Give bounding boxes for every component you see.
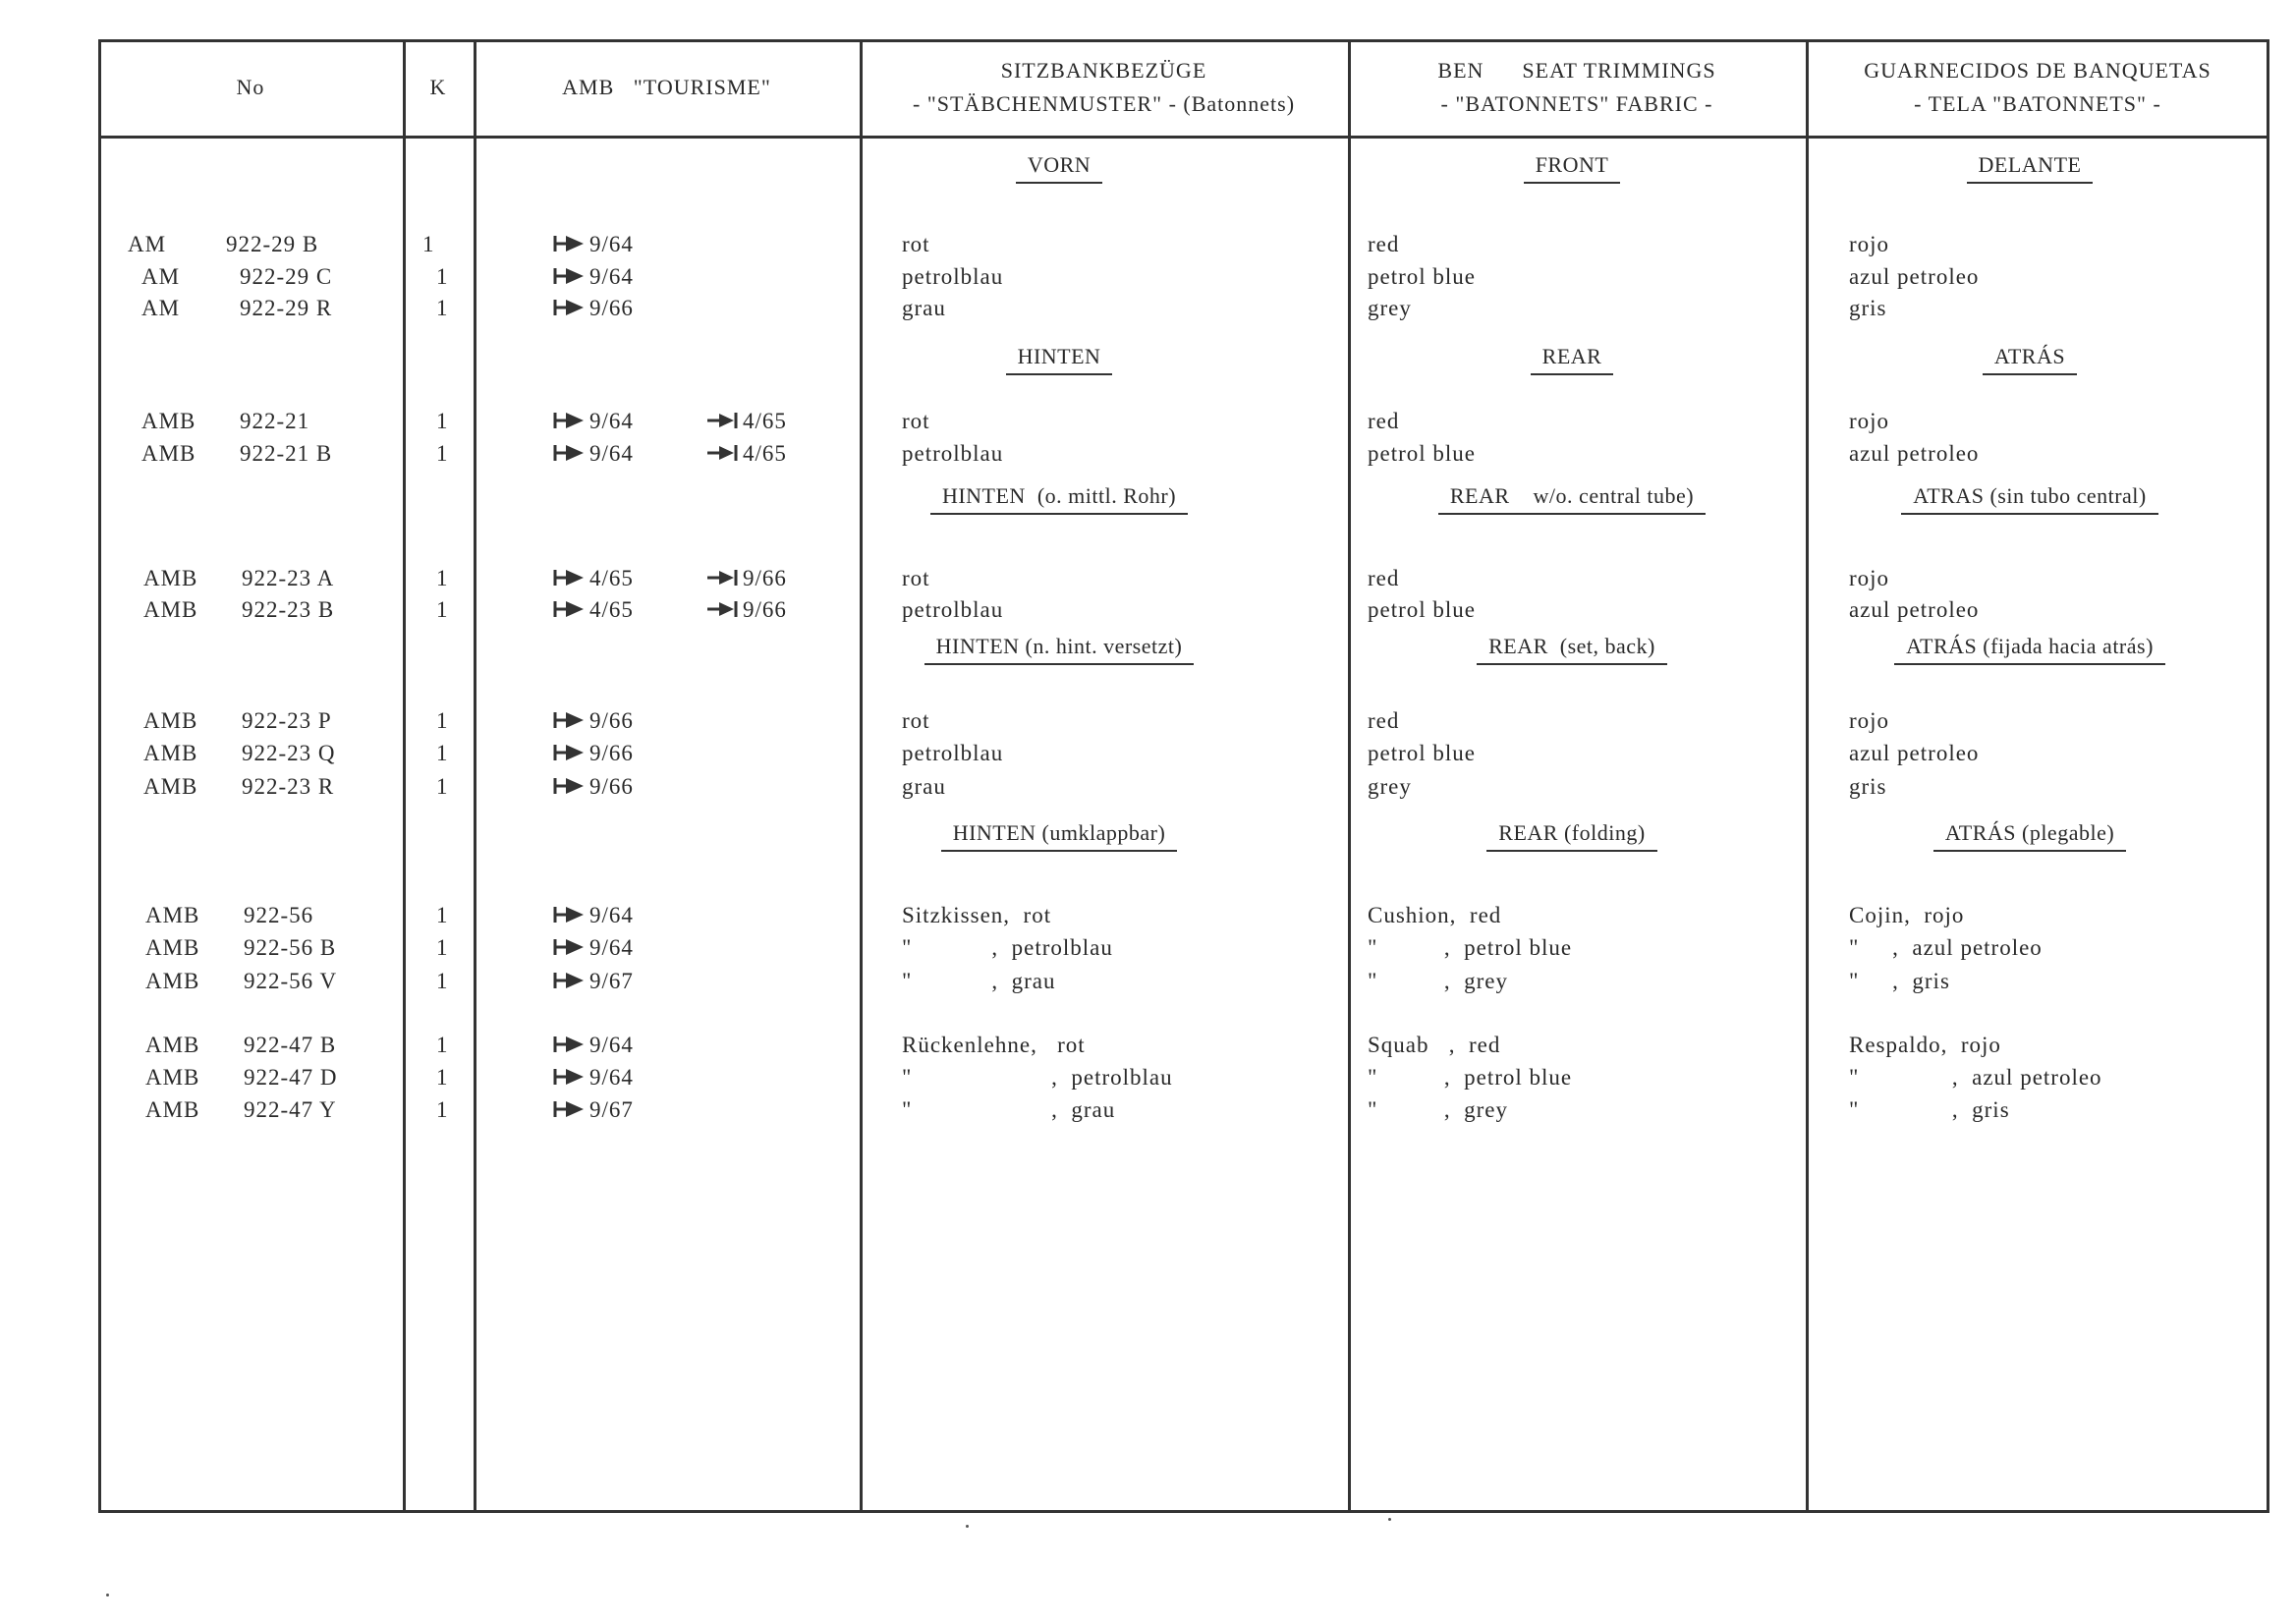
part-prefix: AM bbox=[141, 264, 181, 289]
valid-from-text: 9/64 bbox=[589, 1033, 634, 1057]
section-heading-label: REAR (folding) bbox=[1486, 820, 1656, 852]
quantity: 1 bbox=[436, 441, 449, 466]
part-number: 922-21 bbox=[240, 409, 310, 433]
part-prefix: AMB bbox=[145, 1065, 200, 1090]
section-heading-en bbox=[1326, 820, 1818, 852]
part-number: 922-56 bbox=[244, 903, 314, 927]
section-heading-label: REAR (set, back) bbox=[1477, 634, 1667, 665]
part-prefix: AMB bbox=[141, 441, 196, 466]
part-number: 922-56 V bbox=[244, 969, 338, 993]
header-no: No bbox=[236, 75, 265, 99]
description-german: grau bbox=[902, 296, 946, 320]
column-divider bbox=[1806, 39, 1809, 1513]
table-frame bbox=[98, 39, 2269, 1513]
valid-from bbox=[552, 565, 634, 592]
arrow-start-icon bbox=[552, 904, 588, 925]
header-english: BEN SEAT TRIMMINGS - "BATONNETS" FABRIC - bbox=[1437, 58, 1716, 116]
part-prefix: AMB bbox=[145, 969, 200, 993]
description-german: rot bbox=[902, 232, 930, 256]
description-spanish: rojo bbox=[1849, 708, 1890, 733]
arrow-start-icon bbox=[552, 775, 588, 797]
section-heading-es bbox=[1784, 820, 2275, 852]
part-number: 922-47 B bbox=[244, 1033, 337, 1057]
arrow-start-icon bbox=[552, 742, 588, 763]
section-heading-es bbox=[1784, 152, 2275, 184]
valid-from bbox=[552, 934, 634, 962]
description-german: rot bbox=[902, 409, 930, 433]
section-heading-label: HINTEN bbox=[1006, 344, 1113, 375]
section-heading-es bbox=[1784, 483, 2275, 515]
header-german: SITZBANKBEZÜGE - "STÄBCHENMUSTER" - (Batonnets) bbox=[912, 58, 1296, 116]
arrow-start-icon bbox=[552, 598, 588, 620]
arrow-start-icon bbox=[552, 970, 588, 991]
quantity: 1 bbox=[436, 1065, 449, 1090]
description-spanish: " , gris bbox=[1849, 1097, 2010, 1122]
description-german: petrolblau bbox=[902, 741, 1004, 765]
description-english: grey bbox=[1368, 296, 1412, 320]
description-german: " , grau bbox=[902, 1097, 1116, 1122]
part-number: 922-29 C bbox=[240, 264, 333, 289]
quantity: 1 bbox=[436, 409, 449, 433]
description-spanish: rojo bbox=[1849, 566, 1890, 590]
quantity: 1 bbox=[436, 1033, 449, 1057]
section-heading-en bbox=[1326, 483, 1818, 515]
valid-from bbox=[552, 295, 634, 322]
quantity: 1 bbox=[436, 597, 449, 622]
description-spanish: azul petroleo bbox=[1849, 741, 1980, 765]
arrow-end-icon bbox=[705, 598, 741, 620]
description-german: " , petrolblau bbox=[902, 935, 1113, 960]
part-prefix: AMB bbox=[141, 409, 196, 433]
valid-from-text: 9/66 bbox=[589, 741, 634, 765]
part-number: 922-56 B bbox=[244, 935, 337, 960]
description-german: " , grau bbox=[902, 969, 1056, 993]
description-english: " , grey bbox=[1368, 969, 1509, 993]
description-german: grau bbox=[902, 774, 946, 799]
valid-from bbox=[552, 1064, 634, 1092]
arrow-start-icon bbox=[552, 1034, 588, 1055]
section-heading-en bbox=[1326, 344, 1818, 375]
arrow-end-icon bbox=[705, 410, 741, 431]
part-prefix: AM bbox=[128, 232, 167, 256]
quantity: 1 bbox=[436, 741, 449, 765]
part-number: 922-29 R bbox=[240, 296, 333, 320]
part-prefix: AMB bbox=[145, 903, 200, 927]
valid-from-text: 9/67 bbox=[589, 1097, 634, 1122]
valid-from-text: 9/67 bbox=[589, 969, 634, 993]
description-spanish: " , azul petroleo bbox=[1849, 1065, 2102, 1090]
valid-from bbox=[552, 1032, 634, 1059]
description-english: " , petrol blue bbox=[1368, 1065, 1573, 1090]
column-divider bbox=[474, 39, 476, 1513]
section-heading-label: HINTEN (n. hint. versetzt) bbox=[924, 634, 1195, 665]
valid-to bbox=[705, 565, 787, 592]
valid-from bbox=[552, 707, 634, 735]
description-spanish: rojo bbox=[1849, 409, 1890, 433]
valid-from-text: 9/64 bbox=[589, 935, 634, 960]
scan-speck bbox=[966, 1525, 969, 1528]
part-number: 922-47 Y bbox=[244, 1097, 337, 1122]
quantity: 1 bbox=[436, 935, 449, 960]
quantity: 1 bbox=[436, 708, 449, 733]
section-heading-label: VORN bbox=[1016, 152, 1102, 184]
arrow-start-icon bbox=[552, 567, 588, 588]
arrow-start-icon bbox=[552, 936, 588, 958]
quantity: 1 bbox=[436, 969, 449, 993]
section-heading-label: ATRAS (sin tubo central) bbox=[1901, 483, 2157, 515]
valid-from-text: 9/64 bbox=[589, 441, 634, 466]
description-german: Rückenlehne, rot bbox=[902, 1033, 1086, 1057]
section-heading-de bbox=[813, 344, 1305, 375]
part-prefix: AM bbox=[141, 296, 181, 320]
description-english: Cushion, red bbox=[1368, 903, 1502, 927]
valid-to bbox=[705, 440, 787, 468]
section-heading-es bbox=[1784, 344, 2275, 375]
column-divider bbox=[860, 39, 863, 1513]
section-heading-label: DELANTE bbox=[1967, 152, 2094, 184]
quantity: 1 bbox=[422, 232, 435, 256]
description-english: red bbox=[1368, 232, 1400, 256]
description-english: " , petrol blue bbox=[1368, 935, 1573, 960]
quantity: 1 bbox=[436, 774, 449, 799]
valid-from-text: 9/66 bbox=[589, 708, 634, 733]
arrow-start-icon bbox=[552, 709, 588, 731]
section-heading-label: REAR bbox=[1531, 344, 1614, 375]
valid-from bbox=[552, 773, 634, 801]
description-english: petrol blue bbox=[1368, 441, 1476, 466]
quantity: 1 bbox=[436, 566, 449, 590]
part-number: 922-47 D bbox=[244, 1065, 338, 1090]
arrow-start-icon bbox=[552, 233, 588, 254]
description-spanish: " , azul petroleo bbox=[1849, 935, 2043, 960]
section-heading-de bbox=[813, 634, 1305, 665]
part-prefix: AMB bbox=[143, 741, 198, 765]
valid-from-text: 9/64 bbox=[589, 232, 634, 256]
part-prefix: AMB bbox=[143, 566, 198, 590]
valid-from bbox=[552, 440, 634, 468]
section-heading-label: HINTEN (umklappbar) bbox=[941, 820, 1178, 852]
description-spanish: gris bbox=[1849, 296, 1887, 320]
description-german: Sitzkissen, rot bbox=[902, 903, 1052, 927]
description-german: petrolblau bbox=[902, 441, 1004, 466]
description-spanish: azul petroleo bbox=[1849, 597, 1980, 622]
valid-from-text: 9/64 bbox=[589, 1065, 634, 1090]
valid-to-text: 9/66 bbox=[743, 566, 787, 590]
description-english: " , grey bbox=[1368, 1097, 1509, 1122]
valid-from-text: 4/65 bbox=[589, 597, 634, 622]
description-english: red bbox=[1368, 409, 1400, 433]
valid-to-text: 9/66 bbox=[743, 597, 787, 622]
part-number: 922-21 B bbox=[240, 441, 333, 466]
header-k: K bbox=[429, 75, 447, 99]
description-spanish: gris bbox=[1849, 774, 1887, 799]
valid-from bbox=[552, 231, 634, 258]
description-german: rot bbox=[902, 566, 930, 590]
arrow-end-icon bbox=[705, 442, 741, 464]
section-heading-label: ATRÁS (plegable) bbox=[1933, 820, 2126, 852]
arrow-start-icon bbox=[552, 265, 588, 287]
section-heading-en bbox=[1326, 152, 1818, 184]
header-amb: AMB "TOURISME" bbox=[562, 75, 771, 99]
description-english: red bbox=[1368, 708, 1400, 733]
valid-to bbox=[705, 408, 787, 435]
valid-to-text: 4/65 bbox=[743, 409, 787, 433]
header-divider bbox=[98, 136, 2269, 139]
valid-from-text: 4/65 bbox=[589, 566, 634, 590]
description-spanish: " , gris bbox=[1849, 969, 1950, 993]
description-english: petrol blue bbox=[1368, 741, 1476, 765]
part-number: 922-23 P bbox=[242, 708, 332, 733]
valid-from-text: 9/64 bbox=[589, 264, 634, 289]
description-english: Squab , red bbox=[1368, 1033, 1501, 1057]
description-english: petrol blue bbox=[1368, 597, 1476, 622]
section-heading-de bbox=[813, 152, 1305, 184]
part-number: 922-23 B bbox=[242, 597, 335, 622]
valid-from bbox=[552, 740, 634, 767]
header-spanish: GUARNECIDOS DE BANQUETAS - TELA "BATONNETS" - bbox=[1864, 58, 2212, 116]
description-english: red bbox=[1368, 566, 1400, 590]
part-prefix: AMB bbox=[143, 597, 198, 622]
part-prefix: AMB bbox=[145, 1033, 200, 1057]
quantity: 1 bbox=[436, 264, 449, 289]
valid-from-text: 9/66 bbox=[589, 774, 634, 799]
section-heading-es bbox=[1784, 634, 2275, 665]
description-spanish: Respaldo, rojo bbox=[1849, 1033, 2001, 1057]
valid-from bbox=[552, 1096, 634, 1124]
description-spanish: azul petroleo bbox=[1849, 441, 1980, 466]
arrow-start-icon bbox=[552, 1098, 588, 1120]
part-number: 922-23 A bbox=[242, 566, 335, 590]
part-number: 922-23 Q bbox=[242, 741, 336, 765]
valid-from-text: 9/64 bbox=[589, 409, 634, 433]
description-german: " , petrolblau bbox=[902, 1065, 1173, 1090]
quantity: 1 bbox=[436, 903, 449, 927]
valid-from bbox=[552, 263, 634, 291]
part-number: 922-29 B bbox=[226, 232, 319, 256]
description-english: petrol blue bbox=[1368, 264, 1476, 289]
section-heading-label: REAR w/o. central tube) bbox=[1438, 483, 1706, 515]
section-heading-label: ATRÁS (fijada hacia atrás) bbox=[1894, 634, 2165, 665]
arrow-start-icon bbox=[552, 297, 588, 318]
arrow-start-icon bbox=[552, 1066, 588, 1088]
quantity: 1 bbox=[436, 1097, 449, 1122]
arrow-start-icon bbox=[552, 442, 588, 464]
valid-from bbox=[552, 968, 634, 995]
scan-speck bbox=[1388, 1518, 1391, 1521]
valid-to bbox=[705, 596, 787, 624]
valid-from bbox=[552, 596, 634, 624]
column-divider bbox=[1348, 39, 1351, 1513]
valid-from-text: 9/64 bbox=[589, 903, 634, 927]
valid-from bbox=[552, 408, 634, 435]
arrow-end-icon bbox=[705, 567, 741, 588]
description-german: rot bbox=[902, 708, 930, 733]
section-heading-label: FRONT bbox=[1524, 152, 1621, 184]
section-heading-label: HINTEN (o. mittl. Rohr) bbox=[930, 483, 1188, 515]
part-prefix: AMB bbox=[145, 1097, 200, 1122]
valid-to-text: 4/65 bbox=[743, 441, 787, 466]
quantity: 1 bbox=[436, 296, 449, 320]
description-german: petrolblau bbox=[902, 264, 1004, 289]
scan-speck bbox=[106, 1594, 109, 1596]
description-spanish: rojo bbox=[1849, 232, 1890, 256]
column-divider bbox=[403, 39, 406, 1513]
section-heading-en bbox=[1326, 634, 1818, 665]
section-heading-label: ATRÁS bbox=[1983, 344, 2077, 375]
section-heading-de bbox=[813, 820, 1305, 852]
arrow-start-icon bbox=[552, 410, 588, 431]
description-spanish: Cojin, rojo bbox=[1849, 903, 1965, 927]
valid-from-text: 9/66 bbox=[589, 296, 634, 320]
valid-from bbox=[552, 902, 634, 929]
section-heading-de bbox=[813, 483, 1305, 515]
description-spanish: azul petroleo bbox=[1849, 264, 1980, 289]
part-prefix: AMB bbox=[143, 774, 198, 799]
part-prefix: AMB bbox=[143, 708, 198, 733]
part-number: 922-23 R bbox=[242, 774, 335, 799]
part-prefix: AMB bbox=[145, 935, 200, 960]
description-german: petrolblau bbox=[902, 597, 1004, 622]
description-english: grey bbox=[1368, 774, 1412, 799]
